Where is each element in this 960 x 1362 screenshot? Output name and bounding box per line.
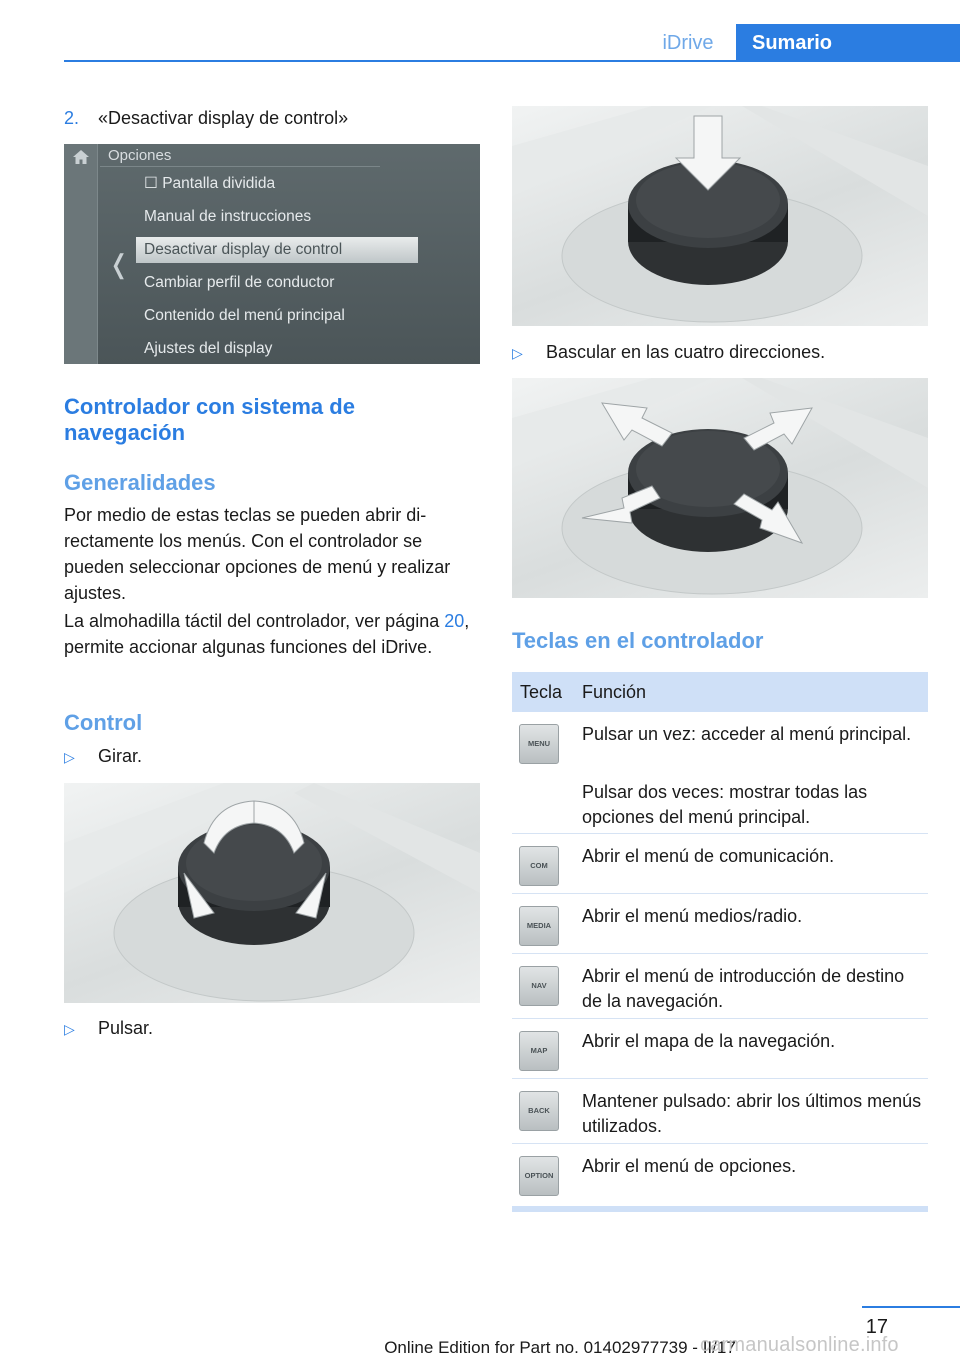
- table-bottom-rule: [512, 1206, 928, 1212]
- table-row: [512, 1019, 928, 1079]
- controller-press-image: [512, 106, 928, 326]
- key-label: COM: [530, 861, 548, 870]
- key-label: BACK: [528, 1106, 550, 1115]
- controller-tilt-illustration: [512, 378, 928, 598]
- function-text: Abrir el menú de opciones.: [582, 1156, 797, 1176]
- function-text: Mantener pulsado: abrir los últimos menús utilizados.: [582, 1091, 922, 1136]
- back-key-icon: [519, 1091, 559, 1131]
- generalidades-paragraph-1: Por medio de estas teclas se pueden abrir directamente los menús. Con el controlador se pueden seleccionar opciones de menú y realizar ajustes.: [64, 505, 451, 603]
- table-row: [512, 954, 928, 1019]
- menu-sidebar: [64, 144, 98, 364]
- function-text: Abrir el menú medios/radio.: [582, 906, 803, 926]
- menu-item-main-menu-content: Contenido del menú principal: [144, 307, 345, 324]
- map-key-icon: [519, 1031, 559, 1071]
- com-key-icon: [519, 846, 559, 886]
- footer-rule: [862, 1306, 960, 1308]
- home-icon: [73, 150, 89, 164]
- header-tab-sumario[interactable]: Sumario: [736, 24, 960, 62]
- option-key-icon: [519, 1156, 559, 1196]
- teclas-heading: Teclas en el controlador: [512, 628, 764, 653]
- chevron-left-icon: ❬: [108, 249, 130, 279]
- bullet-pulsar: [64, 1016, 153, 1041]
- column-header-funcion: Función: [582, 682, 647, 702]
- key-label: NAV: [531, 981, 547, 990]
- control-heading: Control: [64, 710, 143, 735]
- step-number: 2.: [64, 108, 80, 128]
- function-text: Pulsar un vez: acceder al menú principal.: [582, 724, 912, 744]
- watermark: carmanualsonline.info: [700, 1334, 899, 1356]
- menu-item-disable-display: Desactivar display de control: [136, 237, 418, 263]
- controller-rotate-image: [64, 783, 480, 1003]
- section-title: Controlador con sistema de navegación: [64, 394, 355, 445]
- para2-text-end: , permite accionar algunas funciones del iDrive.: [64, 611, 470, 657]
- media-key-icon: [519, 906, 559, 946]
- function-text-secondary: Pulsar dos veces: mostrar todas las opciones del menú principal.: [582, 782, 868, 827]
- page-link-20[interactable]: 20: [444, 611, 465, 631]
- menu-item-driver-profile: Cambiar perfil de conductor: [144, 274, 335, 291]
- page-number: 17: [865, 1316, 888, 1338]
- controller-tilt-image: [512, 378, 928, 598]
- header-section-label: iDrive: [662, 32, 714, 54]
- triangle-right-icon: ▷: [512, 345, 523, 361]
- bullet-bascular: [512, 340, 825, 365]
- menu-title: Opciones: [108, 147, 172, 164]
- bullet-bascular-text: Bascular en las cuatro direcciones.: [546, 342, 826, 362]
- bullet-girar: [64, 744, 142, 769]
- step-item: [64, 106, 348, 130]
- triangle-right-icon: ▷: [64, 1021, 75, 1037]
- options-menu-screenshot: [64, 144, 480, 364]
- menu-title-divider: [100, 166, 380, 167]
- controller-rotate-illustration: [64, 783, 480, 1003]
- table-row: [512, 894, 928, 954]
- bullet-pulsar-text: Pulsar.: [98, 1018, 154, 1038]
- para2-text-start: La almohadilla táctil del controlador, ver página: [64, 611, 445, 631]
- menu-item-split-screen: ☐ Pantalla dividida: [144, 175, 276, 192]
- bullet-girar-text: Girar.: [98, 746, 143, 766]
- edition-note: Online Edition for Part no. 01402977739 - II/17: [384, 1338, 736, 1357]
- key-label: OPTION: [524, 1171, 554, 1180]
- step-text: «Desactivar display de control»: [98, 108, 349, 128]
- menu-item-display-settings: Ajustes del display: [144, 340, 273, 357]
- key-label: MENU: [527, 739, 551, 748]
- key-label: MEDIA: [526, 921, 552, 930]
- table-header: [512, 672, 928, 712]
- header-rule: [64, 60, 960, 62]
- menu-key-icon: [519, 724, 559, 764]
- column-header-tecla: Tecla: [520, 682, 563, 702]
- function-text: Abrir el mapa de la navegación.: [582, 1031, 836, 1051]
- key-function-table: [512, 672, 928, 1212]
- table-row: [512, 834, 928, 894]
- function-text: Abrir el menú de introducción de destino de la navegación.: [582, 966, 905, 1011]
- nav-key-icon: [519, 966, 559, 1006]
- triangle-right-icon: ▷: [64, 749, 75, 765]
- function-text: Abrir el menú de comunicación.: [582, 846, 835, 866]
- generalidades-paragraph-2: [64, 608, 480, 660]
- table-row: [512, 712, 928, 834]
- menu-item-owners-manual: Manual de instrucciones: [144, 208, 312, 225]
- generalidades-heading: Generalidades: [64, 470, 216, 495]
- table-row: [512, 1144, 928, 1206]
- table-row: [512, 1079, 928, 1144]
- controller-press-illustration: [512, 106, 928, 326]
- key-label: MAP: [530, 1046, 548, 1055]
